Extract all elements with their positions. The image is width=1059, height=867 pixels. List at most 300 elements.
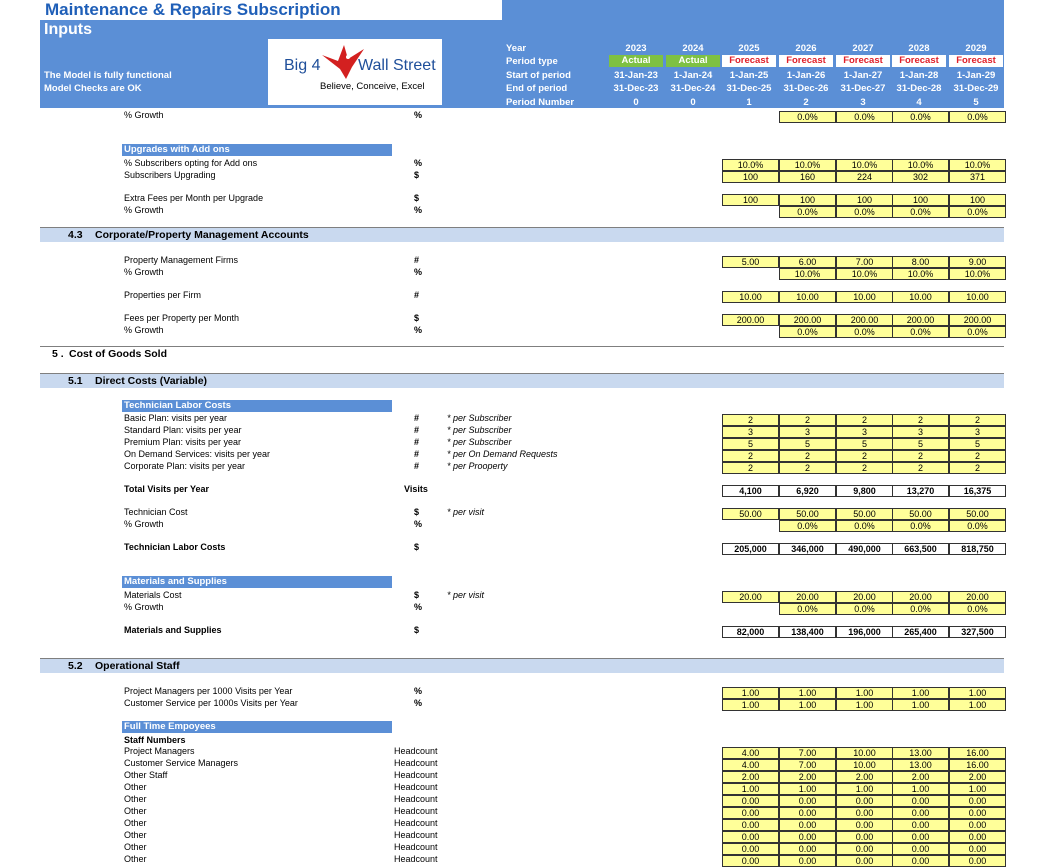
- input-cell[interactable]: 0.0%: [892, 111, 949, 123]
- input-cell[interactable]: 5: [779, 438, 836, 450]
- input-cell[interactable]: 2: [836, 414, 893, 426]
- inputs-heading: Inputs: [44, 21, 92, 38]
- row-unit: Headcount: [394, 830, 438, 840]
- row-label: Subscribers Upgrading: [124, 170, 216, 180]
- input-cell[interactable]: 0.0%: [779, 326, 836, 338]
- row-note: * per visit: [447, 590, 485, 600]
- row-note: * per On Demand Requests: [447, 449, 558, 459]
- input-cell[interactable]: 0.00: [949, 795, 1006, 807]
- row-label: Customer Service Managers: [124, 758, 239, 768]
- input-cell[interactable]: 2: [722, 414, 779, 426]
- input-cell[interactable]: 224: [836, 171, 893, 183]
- row-unit: %: [414, 698, 423, 708]
- input-cell[interactable]: 10.0%: [892, 268, 949, 280]
- row-label: Technician Cost: [124, 507, 188, 517]
- input-cell[interactable]: 2: [949, 414, 1006, 426]
- input-cell[interactable]: 100: [949, 194, 1006, 206]
- input-cell[interactable]: 302: [892, 171, 949, 183]
- input-cell[interactable]: 1.00: [836, 783, 893, 795]
- input-cell: 138,400: [779, 626, 836, 638]
- input-cell[interactable]: 10.00: [836, 747, 893, 759]
- input-cell[interactable]: 2: [779, 462, 836, 474]
- row-unit: $: [414, 590, 420, 600]
- subsection-header: Full Time Empoyees: [122, 721, 392, 733]
- input-cell[interactable]: 2: [779, 450, 836, 462]
- input-cell[interactable]: 100: [836, 194, 893, 206]
- header-year: 2024: [682, 43, 704, 54]
- input-cell[interactable]: 16.00: [949, 759, 1006, 771]
- header-period-type: Forecast: [949, 55, 1003, 67]
- row-unit: %: [414, 205, 423, 215]
- input-cell[interactable]: 200.00: [836, 314, 893, 326]
- input-cell[interactable]: 1.00: [779, 783, 836, 795]
- row-unit: %: [414, 267, 423, 277]
- row-unit: Headcount: [394, 854, 438, 864]
- row-unit: %: [414, 158, 423, 168]
- input-cell[interactable]: 5: [949, 438, 1006, 450]
- input-cell[interactable]: 2.00: [949, 771, 1006, 783]
- input-cell[interactable]: 3: [722, 426, 779, 438]
- header-period-number: 4: [916, 97, 922, 108]
- row-label: Other: [124, 818, 147, 828]
- input-cell[interactable]: 371: [949, 171, 1006, 183]
- input-cell[interactable]: 0.0%: [949, 603, 1006, 615]
- input-cell[interactable]: 0.0%: [836, 520, 893, 532]
- row-label: Project Managers per 1000 Visits per Year: [124, 686, 293, 696]
- header-end: 31-Dec-24: [670, 83, 716, 94]
- header-start: 1-Jan-26: [786, 70, 826, 81]
- input-cell[interactable]: 1.00: [949, 783, 1006, 795]
- input-cell[interactable]: 1.00: [779, 699, 836, 711]
- section-number: 5 .: [52, 348, 64, 360]
- input-cell[interactable]: 200.00: [892, 314, 949, 326]
- input-cell[interactable]: 5.00: [722, 256, 779, 268]
- input-cell[interactable]: 1.00: [892, 699, 949, 711]
- company-logo: [268, 39, 442, 105]
- input-cell[interactable]: 5: [892, 438, 949, 450]
- header-end: 31-Dec-26: [783, 83, 829, 94]
- input-cell[interactable]: 0.00: [949, 831, 1006, 843]
- input-cell[interactable]: 0.00: [779, 819, 836, 831]
- input-cell[interactable]: 2: [892, 462, 949, 474]
- header-period-type: Forecast: [892, 55, 946, 67]
- header-row-label: Year: [506, 43, 527, 54]
- input-cell[interactable]: 0.00: [836, 855, 893, 867]
- subsection-header: Upgrades with Add ons: [122, 144, 392, 156]
- row-note: * per visit: [447, 507, 485, 517]
- input-cell[interactable]: 7.00: [779, 747, 836, 759]
- input-cell: 13,270: [892, 485, 949, 497]
- input-cell[interactable]: 13.00: [892, 747, 949, 759]
- input-cell[interactable]: 0.00: [892, 795, 949, 807]
- header-period-type: Actual: [666, 55, 720, 67]
- row-note: * per Prooperty: [447, 461, 508, 471]
- input-cell[interactable]: 0.0%: [779, 206, 836, 218]
- row-label: On Demand Services: visits per year: [124, 449, 271, 459]
- header-period-number: 3: [860, 97, 866, 108]
- row-unit: #: [414, 437, 420, 447]
- row-unit: Headcount: [394, 770, 438, 780]
- row-label: Properties per Firm: [124, 290, 202, 300]
- header-period-type: Forecast: [722, 55, 776, 67]
- input-cell[interactable]: 2.00: [722, 771, 779, 783]
- row-unit: %: [414, 110, 423, 120]
- input-cell[interactable]: 2.00: [836, 771, 893, 783]
- section-header: [40, 346, 1004, 361]
- input-cell[interactable]: 0.00: [949, 855, 1006, 867]
- input-cell[interactable]: 2: [836, 450, 893, 462]
- row-label: Customer Service per 1000s Visits per Year: [124, 698, 298, 708]
- input-cell[interactable]: 6.00: [779, 256, 836, 268]
- header-end: 31-Dec-28: [896, 83, 942, 94]
- input-cell[interactable]: 10.0%: [836, 268, 893, 280]
- header-end: 31-Dec-29: [953, 83, 999, 94]
- row-unit: $: [414, 542, 420, 552]
- header-year: 2029: [965, 43, 987, 54]
- input-cell[interactable]: 10.00: [836, 759, 893, 771]
- row-label: Other: [124, 806, 147, 816]
- input-cell[interactable]: 50.00: [836, 508, 893, 520]
- input-cell[interactable]: 1.00: [949, 687, 1006, 699]
- row-unit: #: [414, 255, 420, 265]
- input-cell[interactable]: 10.00: [949, 291, 1006, 303]
- input-cell[interactable]: 0.0%: [949, 206, 1006, 218]
- input-cell[interactable]: 2.00: [892, 771, 949, 783]
- section-header: [40, 658, 1004, 673]
- section-title: Corporate/Property Management Accounts: [95, 229, 309, 241]
- row-label: Other: [124, 794, 147, 804]
- input-cell[interactable]: 2: [836, 462, 893, 474]
- input-cell[interactable]: 0.0%: [779, 603, 836, 615]
- input-cell[interactable]: 1.00: [836, 699, 893, 711]
- input-cell[interactable]: 50.00: [892, 508, 949, 520]
- input-cell[interactable]: 10.0%: [779, 268, 836, 280]
- row-unit: $: [414, 313, 420, 323]
- header-start: 31-Jan-23: [614, 70, 658, 81]
- row-note: * per Subscriber: [447, 413, 512, 423]
- input-cell: 82,000: [722, 626, 779, 638]
- logo-name-right: Wall Street: [358, 57, 436, 74]
- row-label: Materials and Supplies: [124, 625, 222, 635]
- input-cell[interactable]: 100: [779, 194, 836, 206]
- header-end: 31-Dec-23: [613, 83, 659, 94]
- input-cell[interactable]: 10.0%: [836, 159, 893, 171]
- input-cell[interactable]: 50.00: [722, 508, 779, 520]
- row-label: Total Visits per Year: [124, 484, 210, 494]
- header-start: 1-Jan-24: [673, 70, 713, 81]
- input-cell[interactable]: 5: [722, 438, 779, 450]
- logo-name-left: Big 4: [284, 57, 321, 74]
- input-cell[interactable]: 10.00: [836, 291, 893, 303]
- status-functional: The Model is fully functional: [44, 70, 172, 81]
- header-end: 31-Dec-25: [726, 83, 772, 94]
- input-cell[interactable]: 0.0%: [892, 326, 949, 338]
- row-label: Project Managers: [124, 746, 195, 756]
- row-label: % Growth: [124, 267, 164, 277]
- input-cell: 327,500: [949, 626, 1006, 638]
- input-cell[interactable]: 0.00: [722, 855, 779, 867]
- row-label: Other: [124, 854, 147, 864]
- input-cell[interactable]: 0.00: [892, 831, 949, 843]
- input-cell[interactable]: 2.00: [779, 771, 836, 783]
- input-cell[interactable]: 0.00: [779, 855, 836, 867]
- input-cell[interactable]: 0.00: [779, 843, 836, 855]
- input-cell[interactable]: 0.0%: [892, 206, 949, 218]
- input-cell[interactable]: 3: [779, 426, 836, 438]
- row-unit: Headcount: [394, 842, 438, 852]
- section-title: Cost of Goods Sold: [69, 348, 167, 360]
- section-number: 4.3: [68, 229, 83, 241]
- row-label: % Growth: [124, 325, 164, 335]
- row-unit: %: [414, 519, 423, 529]
- input-cell[interactable]: 200.00: [779, 314, 836, 326]
- row-unit: Headcount: [394, 806, 438, 816]
- input-cell[interactable]: 8.00: [892, 256, 949, 268]
- input-cell[interactable]: 0.00: [836, 843, 893, 855]
- header-period-number: 0: [633, 97, 639, 108]
- input-cell[interactable]: 2: [892, 450, 949, 462]
- row-label: Other: [124, 842, 147, 852]
- input-cell[interactable]: 0.0%: [836, 326, 893, 338]
- header-period-number: 1: [746, 97, 752, 108]
- header-start: 1-Jan-25: [729, 70, 769, 81]
- input-cell[interactable]: 0.00: [722, 843, 779, 855]
- input-cell[interactable]: 0.0%: [836, 111, 893, 123]
- input-cell[interactable]: 4.00: [722, 747, 779, 759]
- row-label: Standard Plan: visits per year: [124, 425, 242, 435]
- input-cell[interactable]: 0.0%: [892, 603, 949, 615]
- input-cell[interactable]: 0.00: [836, 831, 893, 843]
- input-cell: 818,750: [949, 543, 1006, 555]
- section-title: Operational Staff: [95, 660, 180, 672]
- input-cell[interactable]: 10.0%: [892, 159, 949, 171]
- input-cell[interactable]: 20.00: [779, 591, 836, 603]
- input-cell: 346,000: [779, 543, 836, 555]
- header-start: 1-Jan-27: [843, 70, 883, 81]
- input-cell[interactable]: 10.0%: [949, 159, 1006, 171]
- input-cell[interactable]: 0.0%: [892, 520, 949, 532]
- input-cell[interactable]: 0.00: [779, 795, 836, 807]
- input-cell[interactable]: 7.00: [779, 759, 836, 771]
- row-unit: $: [414, 170, 420, 180]
- input-cell[interactable]: 0.00: [892, 843, 949, 855]
- input-cell[interactable]: 0.00: [949, 843, 1006, 855]
- input-cell: 663,500: [892, 543, 949, 555]
- row-label: % Growth: [124, 205, 164, 215]
- input-cell[interactable]: 1.00: [779, 687, 836, 699]
- input-cell[interactable]: 2: [779, 414, 836, 426]
- row-unit: Headcount: [394, 782, 438, 792]
- input-cell[interactable]: 0.0%: [779, 520, 836, 532]
- input-cell[interactable]: 1.00: [892, 687, 949, 699]
- model-title-box: [40, 0, 502, 20]
- input-cell[interactable]: 50.00: [779, 508, 836, 520]
- input-cell[interactable]: 1.00: [949, 699, 1006, 711]
- input-cell[interactable]: 0.0%: [949, 326, 1006, 338]
- section-header: [40, 373, 1004, 388]
- input-cell[interactable]: 0.0%: [949, 520, 1006, 532]
- header-period-number: 0: [690, 97, 696, 108]
- subsection-header: Materials and Supplies: [122, 576, 392, 588]
- header-year: 2028: [908, 43, 930, 54]
- row-label: % Subscribers opting for Add ons: [124, 158, 258, 168]
- input-cell: 16,375: [949, 485, 1006, 497]
- row-label: Extra Fees per Month per Upgrade: [124, 193, 264, 203]
- input-cell[interactable]: 0.00: [949, 819, 1006, 831]
- header-period-number: 5: [973, 97, 979, 108]
- input-cell[interactable]: 0.00: [722, 831, 779, 843]
- row-unit: $: [414, 193, 420, 203]
- row-unit: Headcount: [394, 794, 438, 804]
- input-cell[interactable]: 3: [949, 426, 1006, 438]
- row-unit: #: [414, 425, 420, 435]
- input-cell[interactable]: 3: [892, 426, 949, 438]
- input-cell[interactable]: 0.00: [722, 819, 779, 831]
- input-cell[interactable]: 9.00: [949, 256, 1006, 268]
- header-row-label: End of period: [506, 83, 568, 94]
- staff-numbers-label: Staff Numbers: [124, 735, 186, 745]
- row-note: * per Subscriber: [447, 437, 512, 447]
- section-number: 5.2: [68, 660, 83, 672]
- row-unit: #: [414, 413, 420, 423]
- header-period-number: 2: [803, 97, 809, 108]
- input-cell[interactable]: 10.0%: [722, 159, 779, 171]
- row-unit: $: [414, 625, 420, 635]
- input-cell[interactable]: 20.00: [892, 591, 949, 603]
- row-label: Other: [124, 830, 147, 840]
- row-label: % Growth: [124, 110, 164, 120]
- row-label: Materials Cost: [124, 590, 182, 600]
- input-cell[interactable]: 0.00: [722, 807, 779, 819]
- input-cell[interactable]: 2: [949, 450, 1006, 462]
- input-cell[interactable]: 10.0%: [949, 268, 1006, 280]
- row-unit: %: [414, 686, 423, 696]
- row-label: Property Management Firms: [124, 255, 239, 265]
- header-end: 31-Dec-27: [840, 83, 886, 94]
- input-cell[interactable]: 3: [836, 426, 893, 438]
- input-cell[interactable]: 2: [722, 462, 779, 474]
- header-start: 1-Jan-29: [956, 70, 996, 81]
- input-cell[interactable]: 100: [892, 194, 949, 206]
- row-label: Other Staff: [124, 770, 168, 780]
- header-period-type: Forecast: [779, 55, 833, 67]
- input-cell[interactable]: 0.00: [722, 795, 779, 807]
- header-year: 2023: [625, 43, 647, 54]
- input-cell[interactable]: 50.00: [949, 508, 1006, 520]
- row-label: Fees per Property per Month: [124, 313, 240, 323]
- input-cell[interactable]: 0.0%: [779, 111, 836, 123]
- row-label: Premium Plan: visits per year: [124, 437, 242, 447]
- header-row-label: Start of period: [506, 70, 571, 81]
- row-unit: #: [414, 449, 420, 459]
- input-cell[interactable]: 20.00: [722, 591, 779, 603]
- header-year: 2025: [738, 43, 760, 54]
- header-year: 2026: [795, 43, 817, 54]
- input-cell[interactable]: 0.00: [836, 795, 893, 807]
- row-unit: Headcount: [394, 758, 438, 768]
- input-cell[interactable]: 1.00: [722, 783, 779, 795]
- row-label: Basic Plan: visits per year: [124, 413, 228, 423]
- section-number: 5.1: [68, 375, 83, 387]
- input-cell[interactable]: 1.00: [892, 783, 949, 795]
- header-start: 1-Jan-28: [899, 70, 939, 81]
- input-cell[interactable]: 1.00: [722, 687, 779, 699]
- input-cell[interactable]: 100: [722, 194, 779, 206]
- row-unit: Headcount: [394, 818, 438, 828]
- row-unit: Visits: [404, 484, 428, 494]
- row-label: Other: [124, 782, 147, 792]
- input-cell[interactable]: 200.00: [949, 314, 1006, 326]
- input-cell: 490,000: [836, 543, 893, 555]
- input-cell[interactable]: 0.00: [892, 855, 949, 867]
- input-cell[interactable]: 0.0%: [836, 603, 893, 615]
- input-cell: 9,800: [836, 485, 893, 497]
- input-cell[interactable]: 200.00: [722, 314, 779, 326]
- row-unit: $: [414, 507, 420, 517]
- input-cell: 4,100: [722, 485, 779, 497]
- row-note: * per Subscriber: [447, 425, 512, 435]
- section-header: [40, 227, 1004, 242]
- input-cell[interactable]: 10.0%: [779, 159, 836, 171]
- row-label: Technician Labor Costs: [124, 542, 226, 552]
- input-cell[interactable]: 10.00: [892, 291, 949, 303]
- input-cell: 196,000: [836, 626, 893, 638]
- input-cell[interactable]: 4.00: [722, 759, 779, 771]
- row-label: % Growth: [124, 602, 164, 612]
- input-cell[interactable]: 2: [949, 462, 1006, 474]
- row-unit: %: [414, 325, 423, 335]
- input-cell[interactable]: 5: [836, 438, 893, 450]
- input-cell[interactable]: 16.00: [949, 747, 1006, 759]
- input-cell[interactable]: 0.0%: [836, 206, 893, 218]
- input-cell[interactable]: 20.00: [836, 591, 893, 603]
- input-cell: 265,400: [892, 626, 949, 638]
- input-cell[interactable]: 0.00: [836, 807, 893, 819]
- input-cell[interactable]: 10.00: [722, 291, 779, 303]
- input-cell[interactable]: 0.00: [892, 819, 949, 831]
- input-cell[interactable]: 7.00: [836, 256, 893, 268]
- input-cell[interactable]: 100: [722, 171, 779, 183]
- input-cell[interactable]: 0.00: [779, 831, 836, 843]
- subsection-header: Technician Labor Costs: [122, 400, 392, 412]
- input-cell[interactable]: 0.00: [949, 807, 1006, 819]
- input-cell[interactable]: 1.00: [836, 687, 893, 699]
- input-cell[interactable]: 20.00: [949, 591, 1006, 603]
- input-cell[interactable]: 0.00: [836, 819, 893, 831]
- row-unit: #: [414, 461, 420, 471]
- model-title: Maintenance & Repairs Subscription: [45, 0, 341, 19]
- input-cell: 205,000: [722, 543, 779, 555]
- input-cell[interactable]: 13.00: [892, 759, 949, 771]
- input-cell[interactable]: 2: [892, 414, 949, 426]
- input-cell[interactable]: 0.00: [779, 807, 836, 819]
- section-title: Direct Costs (Variable): [95, 375, 208, 387]
- header-row-label: Period Number: [506, 97, 575, 108]
- row-unit: %: [414, 602, 423, 612]
- header-period-type: Actual: [609, 55, 663, 67]
- header-period-type: Forecast: [836, 55, 890, 67]
- input-cell[interactable]: 0.0%: [949, 111, 1006, 123]
- input-cell[interactable]: 0.00: [892, 807, 949, 819]
- header-row-label: Period type: [506, 56, 558, 67]
- input-cell[interactable]: 160: [779, 171, 836, 183]
- input-cell[interactable]: 10.00: [779, 291, 836, 303]
- row-unit: Headcount: [394, 746, 438, 756]
- input-cell[interactable]: 2: [722, 450, 779, 462]
- input-cell: 6,920: [779, 485, 836, 497]
- status-checks: Model Checks are OK: [44, 83, 142, 94]
- input-cell[interactable]: 1.00: [722, 699, 779, 711]
